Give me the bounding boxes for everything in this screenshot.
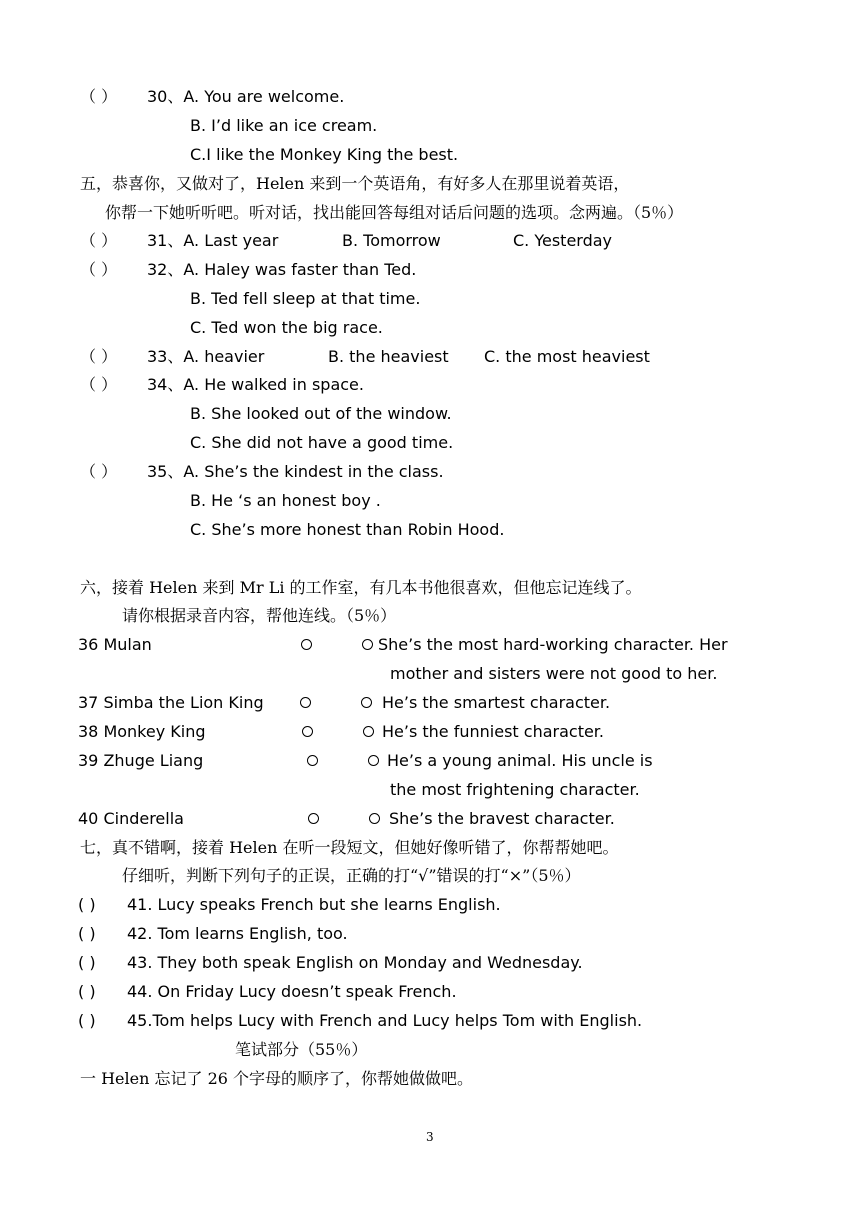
match-dot-left[interactable] xyxy=(301,639,312,650)
answer-paren: （ ） xyxy=(80,87,118,106)
match-dot-left[interactable] xyxy=(308,813,319,824)
option-b: B. the heaviest xyxy=(328,347,449,366)
option-c: C.I like the Monkey King the best. xyxy=(190,145,459,164)
match-dot-left[interactable] xyxy=(300,697,311,708)
section-instruction: 仔细听，判断下列句子的正误，正确的打“√”错误的打“×”（5％） xyxy=(122,866,581,885)
tf-statement: 44. On Friday Lucy doesn’t speak French. xyxy=(127,982,457,1001)
match-dot-left[interactable] xyxy=(302,726,313,737)
answer-paren: （ ） xyxy=(80,231,118,250)
match-right-item: He’s a young animal. His uncle is xyxy=(387,751,653,770)
match-left-item: 37 Simba the Lion King xyxy=(78,693,264,712)
tf-paren: ( ) xyxy=(78,924,96,943)
tf-statement: 42. Tom learns English, too. xyxy=(127,924,348,943)
tf-statement: 45.Tom helps Lucy with French and Lucy helps Tom with English. xyxy=(127,1011,643,1030)
tf-paren: ( ) xyxy=(78,1011,96,1030)
tf-paren: ( ) xyxy=(78,982,96,1001)
page-number: 3 xyxy=(426,1130,434,1144)
tf-statement: 43. They both speak English on Monday and Wednesday. xyxy=(127,953,583,972)
match-right-item: He’s the funniest character. xyxy=(382,722,604,741)
tf-statement: 41. Lucy speaks French but she learns English. xyxy=(127,895,501,914)
option-a: 31、A. Last year xyxy=(147,231,279,250)
option-a: 32、A. Haley was faster than Ted. xyxy=(147,260,417,279)
option-c: C. Yesterday xyxy=(513,231,613,250)
answer-paren: （ ） xyxy=(80,260,118,279)
match-right-item: She’s the bravest character. xyxy=(389,809,615,828)
answer-paren: （ ） xyxy=(80,462,118,481)
option-a: 35、A. She’s the kindest in the class. xyxy=(147,462,444,481)
match-left-item: 38 Monkey King xyxy=(78,722,206,741)
answer-paren: （ ） xyxy=(80,347,118,366)
tf-paren: ( ) xyxy=(78,895,96,914)
match-dot-right[interactable] xyxy=(362,639,373,650)
written-section-title: 笔试部分（55％） xyxy=(235,1040,368,1059)
section-heading: 七，真不错啊，接着 Helen 在听一段短文，但她好像听错了，你帮帮她吧。 xyxy=(80,838,619,857)
answer-paren: （ ） xyxy=(80,375,118,394)
match-dot-right[interactable] xyxy=(368,755,379,766)
match-dot-right[interactable] xyxy=(361,697,372,708)
match-left-item: 39 Zhuge Liang xyxy=(78,751,204,770)
section-instruction: 请你根据录音内容，帮他连线。（5％） xyxy=(122,606,397,625)
option-b: B. I’d like an ice cream. xyxy=(190,116,378,135)
option-c: C. Ted won the big race. xyxy=(190,318,383,337)
section-instruction: 你帮一下她听听吧。听对话，找出能回答每组对话后问题的选项。念两遍。（5％） xyxy=(105,203,684,222)
option-b: B. He ‘s an honest boy . xyxy=(190,491,381,510)
match-right-item-cont: the most frightening character. xyxy=(390,780,640,799)
option-a: 33、A. heavier xyxy=(147,347,265,366)
match-dot-right[interactable] xyxy=(369,813,380,824)
option-a: 34、A. He walked in space. xyxy=(147,375,364,394)
option-c: C. the most heaviest xyxy=(484,347,650,366)
match-dot-right[interactable] xyxy=(363,726,374,737)
option-c: C. She’s more honest than Robin Hood. xyxy=(190,520,505,539)
match-left-item: 36 Mulan xyxy=(78,635,152,654)
match-right-item: She’s the most hard-working character. Her xyxy=(378,635,728,654)
match-left-item: 40 Cinderella xyxy=(78,809,184,828)
option-b: B. Ted fell sleep at that time. xyxy=(190,289,421,308)
section-heading: 五，恭喜你，又做对了，Helen 来到一个英语角，有好多人在那里说着英语， xyxy=(80,174,630,193)
option-b: B. She looked out of the window. xyxy=(190,404,452,423)
section-heading: 一 Helen 忘记了 26 个字母的顺序了，你帮她做做吧。 xyxy=(80,1069,474,1088)
option-a: 30、A. You are welcome. xyxy=(147,87,345,106)
option-b: B. Tomorrow xyxy=(342,231,441,250)
match-right-item-cont: mother and sisters were not good to her. xyxy=(390,664,718,683)
option-c: C. She did not have a good time. xyxy=(190,433,454,452)
match-right-item: He’s the smartest character. xyxy=(382,693,611,712)
section-heading: 六，接着 Helen 来到 Mr Li 的工作室，有几本书他很喜欢，但他忘记连线了。 xyxy=(80,578,642,597)
match-dot-left[interactable] xyxy=(307,755,318,766)
tf-paren: ( ) xyxy=(78,953,96,972)
